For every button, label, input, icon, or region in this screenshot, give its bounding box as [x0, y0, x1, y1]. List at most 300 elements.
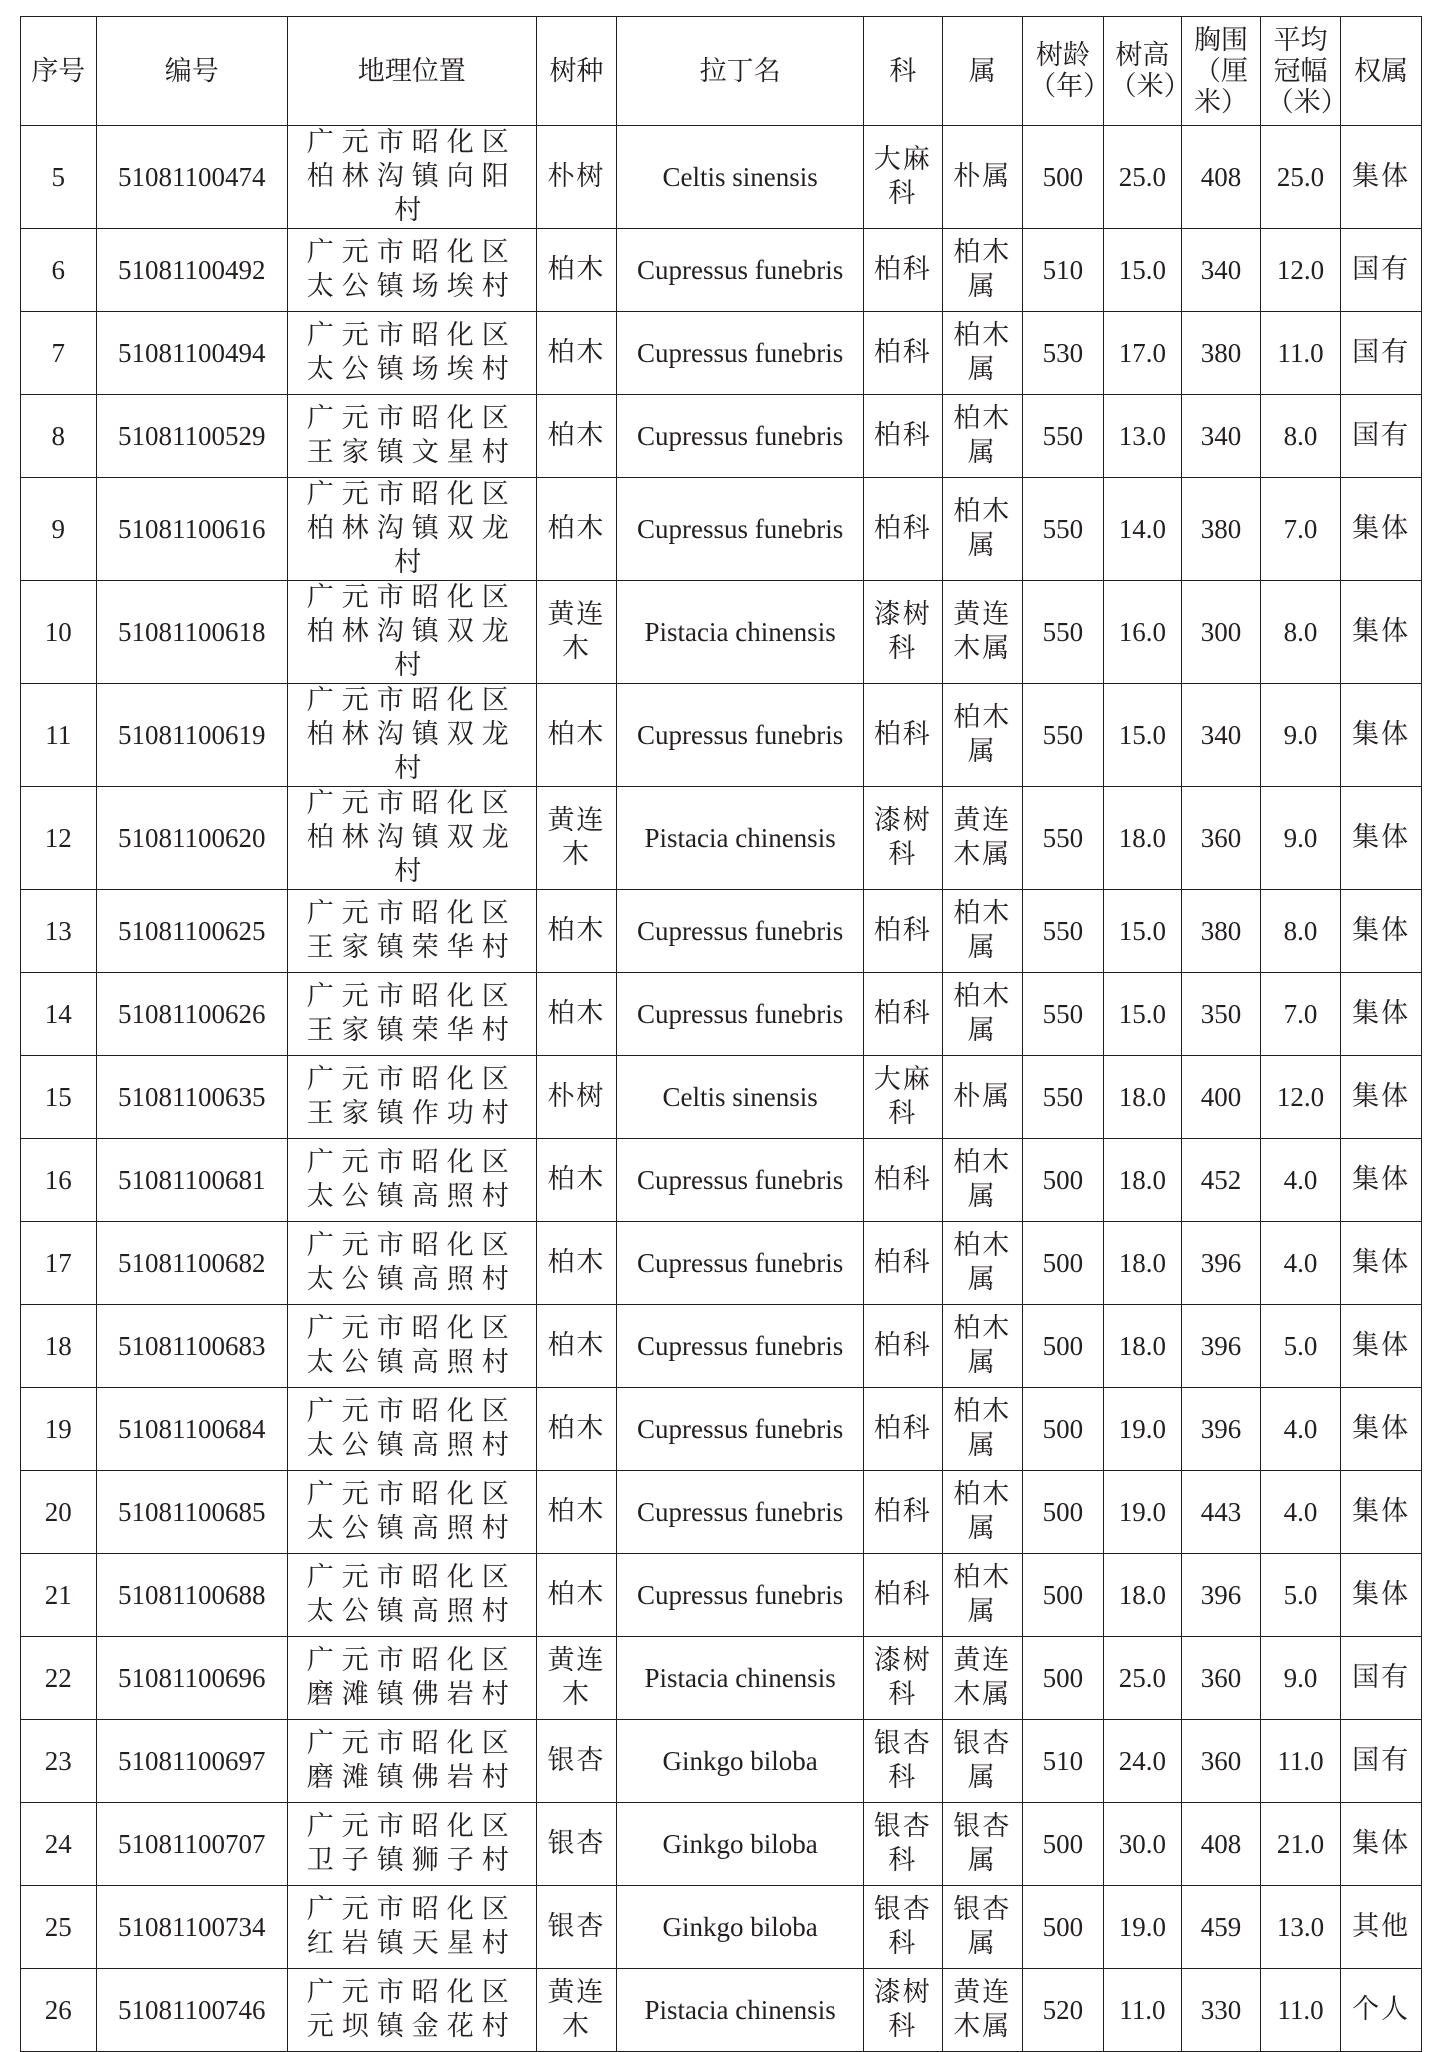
cell-latin: Cupressus funebris — [617, 1554, 864, 1637]
cell-species: 黄连木 — [536, 1969, 617, 2052]
cell-height: 15.0 — [1103, 890, 1182, 973]
cell-location: 广元市昭化区磨滩镇佛岩村 — [287, 1637, 536, 1720]
cell-species: 黄连木 — [536, 787, 617, 890]
cell-seq: 12 — [21, 787, 97, 890]
cell-seq: 16 — [21, 1139, 97, 1222]
cell-location: 广元市昭化区柏林沟镇双龙村 — [287, 787, 536, 890]
cell-height: 17.0 — [1103, 312, 1182, 395]
cell-girth: 330 — [1182, 1969, 1261, 2052]
cell-genus: 柏木属 — [942, 478, 1023, 581]
cell-ownership: 集体 — [1341, 684, 1422, 787]
cell-location: 广元市昭化区王家镇荣华村 — [287, 890, 536, 973]
table-row — [21, 478, 1422, 581]
cell-crown: 4.0 — [1260, 1139, 1341, 1222]
cell-ownership: 集体 — [1341, 1554, 1422, 1637]
cell-latin: Cupressus funebris — [617, 1139, 864, 1222]
cell-code: 51081100529 — [96, 395, 287, 478]
cell-height: 25.0 — [1103, 1637, 1182, 1720]
cell-girth: 380 — [1182, 478, 1261, 581]
cell-species: 柏木 — [536, 478, 617, 581]
cell-height: 19.0 — [1103, 1388, 1182, 1471]
table-row — [21, 890, 1422, 973]
cell-location: 广元市昭化区柏林沟镇双龙村 — [287, 478, 536, 581]
cell-height: 18.0 — [1103, 1056, 1182, 1139]
cell-crown: 13.0 — [1260, 1886, 1341, 1969]
cell-seq: 5 — [21, 126, 97, 229]
cell-girth: 360 — [1182, 787, 1261, 890]
cell-latin: Ginkgo biloba — [617, 1720, 864, 1803]
cell-code: 51081100683 — [96, 1305, 287, 1388]
cell-genus: 黄连木属 — [942, 1969, 1023, 2052]
cell-family: 柏科 — [863, 1471, 942, 1554]
cell-height: 25.0 — [1103, 126, 1182, 229]
cell-genus: 黄连木属 — [942, 1637, 1023, 1720]
cell-genus: 柏木属 — [942, 1222, 1023, 1305]
cell-species: 朴树 — [536, 126, 617, 229]
cell-family: 银杏科 — [863, 1886, 942, 1969]
table-header-row — [21, 17, 1422, 126]
cell-location: 广元市昭化区王家镇荣华村 — [287, 973, 536, 1056]
table-row — [21, 1056, 1422, 1139]
cell-ownership: 集体 — [1341, 973, 1422, 1056]
cell-ownership: 集体 — [1341, 126, 1422, 229]
cell-seq: 19 — [21, 1388, 97, 1471]
cell-age: 500 — [1023, 1637, 1104, 1720]
cell-ownership: 集体 — [1341, 1388, 1422, 1471]
cell-seq: 11 — [21, 684, 97, 787]
cell-code: 51081100707 — [96, 1803, 287, 1886]
cell-girth: 380 — [1182, 312, 1261, 395]
cell-latin: Ginkgo biloba — [617, 1886, 864, 1969]
cell-crown: 9.0 — [1260, 684, 1341, 787]
cell-age: 550 — [1023, 581, 1104, 684]
cell-crown: 11.0 — [1260, 312, 1341, 395]
cell-genus: 柏木属 — [942, 229, 1023, 312]
cell-ownership: 集体 — [1341, 478, 1422, 581]
cell-seq: 15 — [21, 1056, 97, 1139]
cell-genus: 柏木属 — [942, 684, 1023, 787]
cell-family: 柏科 — [863, 1139, 942, 1222]
cell-genus: 柏木属 — [942, 1554, 1023, 1637]
cell-family: 柏科 — [863, 478, 942, 581]
header-family: 科 — [863, 17, 942, 126]
cell-height: 30.0 — [1103, 1803, 1182, 1886]
cell-ownership: 集体 — [1341, 581, 1422, 684]
cell-code: 51081100681 — [96, 1139, 287, 1222]
cell-genus: 银杏属 — [942, 1720, 1023, 1803]
header-genus: 属 — [942, 17, 1023, 126]
cell-seq: 7 — [21, 312, 97, 395]
cell-location: 广元市昭化区太公镇高照村 — [287, 1471, 536, 1554]
cell-code: 51081100494 — [96, 312, 287, 395]
cell-seq: 21 — [21, 1554, 97, 1637]
cell-height: 19.0 — [1103, 1886, 1182, 1969]
table-row — [21, 1720, 1422, 1803]
cell-height: 19.0 — [1103, 1471, 1182, 1554]
cell-family: 大麻科 — [863, 1056, 942, 1139]
cell-girth: 340 — [1182, 395, 1261, 478]
header-ownership: 权属 — [1341, 17, 1422, 126]
cell-height: 16.0 — [1103, 581, 1182, 684]
cell-code: 51081100746 — [96, 1969, 287, 2052]
cell-girth: 396 — [1182, 1554, 1261, 1637]
cell-family: 银杏科 — [863, 1720, 942, 1803]
table-row — [21, 1139, 1422, 1222]
cell-latin: Cupressus funebris — [617, 1222, 864, 1305]
cell-species: 柏木 — [536, 1139, 617, 1222]
cell-ownership: 国有 — [1341, 395, 1422, 478]
cell-latin: Ginkgo biloba — [617, 1803, 864, 1886]
header-height: 树高（米） — [1103, 17, 1182, 126]
cell-location: 广元市昭化区太公镇高照村 — [287, 1139, 536, 1222]
cell-ownership: 国有 — [1341, 1637, 1422, 1720]
cell-crown: 9.0 — [1260, 787, 1341, 890]
cell-code: 51081100626 — [96, 973, 287, 1056]
cell-latin: Pistacia chinensis — [617, 581, 864, 684]
cell-age: 500 — [1023, 1471, 1104, 1554]
cell-age: 510 — [1023, 229, 1104, 312]
cell-crown: 5.0 — [1260, 1554, 1341, 1637]
table-row — [21, 1471, 1422, 1554]
header-species: 树种 — [536, 17, 617, 126]
cell-crown: 4.0 — [1260, 1388, 1341, 1471]
cell-species: 柏木 — [536, 1305, 617, 1388]
cell-seq: 26 — [21, 1969, 97, 2052]
cell-family: 柏科 — [863, 395, 942, 478]
cell-crown: 25.0 — [1260, 126, 1341, 229]
cell-location: 广元市昭化区太公镇场埃村 — [287, 312, 536, 395]
cell-crown: 12.0 — [1260, 1056, 1341, 1139]
cell-location: 广元市昭化区太公镇高照村 — [287, 1305, 536, 1388]
cell-age: 500 — [1023, 1554, 1104, 1637]
cell-crown: 7.0 — [1260, 973, 1341, 1056]
cell-latin: Pistacia chinensis — [617, 1637, 864, 1720]
cell-location: 广元市昭化区柏林沟镇双龙村 — [287, 684, 536, 787]
cell-latin: Cupressus funebris — [617, 312, 864, 395]
table-row — [21, 684, 1422, 787]
cell-crown: 4.0 — [1260, 1471, 1341, 1554]
cell-age: 550 — [1023, 395, 1104, 478]
cell-location: 广元市昭化区柏林沟镇向阳村 — [287, 126, 536, 229]
cell-ownership: 集体 — [1341, 1305, 1422, 1388]
cell-location: 广元市昭化区太公镇高照村 — [287, 1222, 536, 1305]
cell-species: 银杏 — [536, 1803, 617, 1886]
cell-family: 漆树科 — [863, 1637, 942, 1720]
cell-girth: 396 — [1182, 1222, 1261, 1305]
cell-code: 51081100616 — [96, 478, 287, 581]
cell-genus: 柏木属 — [942, 1471, 1023, 1554]
cell-age: 550 — [1023, 890, 1104, 973]
cell-code: 51081100696 — [96, 1637, 287, 1720]
cell-ownership: 集体 — [1341, 1471, 1422, 1554]
cell-age: 500 — [1023, 1803, 1104, 1886]
cell-species: 柏木 — [536, 973, 617, 1056]
cell-genus: 朴属 — [942, 126, 1023, 229]
header-girth: 胸围（厘米） — [1182, 17, 1261, 126]
cell-ownership: 集体 — [1341, 1139, 1422, 1222]
cell-latin: Cupressus funebris — [617, 1471, 864, 1554]
cell-ownership: 国有 — [1341, 1720, 1422, 1803]
cell-age: 520 — [1023, 1969, 1104, 2052]
cell-height: 24.0 — [1103, 1720, 1182, 1803]
table-row — [21, 1886, 1422, 1969]
cell-genus: 柏木属 — [942, 1139, 1023, 1222]
cell-height: 18.0 — [1103, 1139, 1182, 1222]
cell-ownership: 国有 — [1341, 229, 1422, 312]
cell-location: 广元市昭化区太公镇高照村 — [287, 1388, 536, 1471]
table-row — [21, 787, 1422, 890]
cell-code: 51081100619 — [96, 684, 287, 787]
cell-crown: 8.0 — [1260, 581, 1341, 684]
cell-age: 500 — [1023, 1139, 1104, 1222]
cell-latin: Cupressus funebris — [617, 395, 864, 478]
cell-family: 柏科 — [863, 890, 942, 973]
cell-age: 550 — [1023, 787, 1104, 890]
cell-latin: Pistacia chinensis — [617, 787, 864, 890]
cell-height: 18.0 — [1103, 1222, 1182, 1305]
cell-genus: 黄连木属 — [942, 581, 1023, 684]
cell-age: 500 — [1023, 1222, 1104, 1305]
cell-latin: Celtis sinensis — [617, 126, 864, 229]
cell-species: 柏木 — [536, 229, 617, 312]
cell-genus: 银杏属 — [942, 1886, 1023, 1969]
cell-species: 柏木 — [536, 890, 617, 973]
cell-height: 18.0 — [1103, 787, 1182, 890]
cell-location: 广元市昭化区柏林沟镇双龙村 — [287, 581, 536, 684]
header-location: 地理位置 — [287, 17, 536, 126]
cell-age: 550 — [1023, 1056, 1104, 1139]
cell-seq: 23 — [21, 1720, 97, 1803]
cell-girth: 452 — [1182, 1139, 1261, 1222]
cell-seq: 14 — [21, 973, 97, 1056]
cell-crown: 21.0 — [1260, 1803, 1341, 1886]
cell-ownership: 集体 — [1341, 1222, 1422, 1305]
cell-location: 广元市昭化区王家镇文星村 — [287, 395, 536, 478]
cell-code: 51081100618 — [96, 581, 287, 684]
cell-family: 柏科 — [863, 312, 942, 395]
cell-crown: 8.0 — [1260, 395, 1341, 478]
cell-genus: 柏木属 — [942, 395, 1023, 478]
table-row — [21, 229, 1422, 312]
cell-location: 广元市昭化区太公镇高照村 — [287, 1554, 536, 1637]
cell-latin: Cupressus funebris — [617, 229, 864, 312]
table-row — [21, 581, 1422, 684]
header-latin: 拉丁名 — [617, 17, 864, 126]
cell-crown: 12.0 — [1260, 229, 1341, 312]
cell-species: 柏木 — [536, 395, 617, 478]
cell-ownership: 集体 — [1341, 1803, 1422, 1886]
table-row — [21, 126, 1422, 229]
cell-age: 510 — [1023, 1720, 1104, 1803]
cell-family: 柏科 — [863, 1305, 942, 1388]
cell-seq: 13 — [21, 890, 97, 973]
cell-age: 500 — [1023, 126, 1104, 229]
cell-code: 51081100635 — [96, 1056, 287, 1139]
cell-age: 530 — [1023, 312, 1104, 395]
table-row — [21, 1388, 1422, 1471]
cell-girth: 396 — [1182, 1305, 1261, 1388]
cell-girth: 380 — [1182, 890, 1261, 973]
cell-seq: 6 — [21, 229, 97, 312]
cell-latin: Cupressus funebris — [617, 1305, 864, 1388]
cell-species: 柏木 — [536, 1222, 617, 1305]
cell-code: 51081100697 — [96, 1720, 287, 1803]
cell-code: 51081100684 — [96, 1388, 287, 1471]
cell-location: 广元市昭化区卫子镇狮子村 — [287, 1803, 536, 1886]
cell-latin: Pistacia chinensis — [617, 1969, 864, 2052]
cell-location: 广元市昭化区太公镇场埃村 — [287, 229, 536, 312]
cell-seq: 8 — [21, 395, 97, 478]
cell-code: 51081100685 — [96, 1471, 287, 1554]
cell-location: 广元市昭化区红岩镇天星村 — [287, 1886, 536, 1969]
cell-latin: Cupressus funebris — [617, 478, 864, 581]
cell-height: 14.0 — [1103, 478, 1182, 581]
cell-girth: 340 — [1182, 684, 1261, 787]
table-row — [21, 1554, 1422, 1637]
cell-family: 大麻科 — [863, 126, 942, 229]
table-row — [21, 312, 1422, 395]
cell-seq: 22 — [21, 1637, 97, 1720]
cell-genus: 柏木属 — [942, 890, 1023, 973]
table-row — [21, 1803, 1422, 1886]
cell-height: 15.0 — [1103, 229, 1182, 312]
cell-family: 银杏科 — [863, 1803, 942, 1886]
cell-latin: Cupressus funebris — [617, 684, 864, 787]
table-row — [21, 1969, 1422, 2052]
cell-family: 漆树科 — [863, 787, 942, 890]
cell-latin: Cupressus funebris — [617, 890, 864, 973]
cell-ownership: 集体 — [1341, 890, 1422, 973]
cell-girth: 350 — [1182, 973, 1261, 1056]
cell-ownership: 个人 — [1341, 1969, 1422, 2052]
cell-code: 51081100734 — [96, 1886, 287, 1969]
table-row — [21, 973, 1422, 1056]
cell-species: 柏木 — [536, 1471, 617, 1554]
cell-seq: 18 — [21, 1305, 97, 1388]
cell-species: 黄连木 — [536, 581, 617, 684]
table-row — [21, 1305, 1422, 1388]
cell-seq: 9 — [21, 478, 97, 581]
cell-latin: Cupressus funebris — [617, 973, 864, 1056]
cell-girth: 408 — [1182, 1803, 1261, 1886]
cell-ownership: 集体 — [1341, 787, 1422, 890]
cell-code: 51081100492 — [96, 229, 287, 312]
cell-girth: 443 — [1182, 1471, 1261, 1554]
table-body — [21, 126, 1422, 2052]
cell-age: 550 — [1023, 478, 1104, 581]
cell-species: 柏木 — [536, 684, 617, 787]
cell-genus: 柏木属 — [942, 1388, 1023, 1471]
cell-code: 51081100625 — [96, 890, 287, 973]
cell-location: 广元市昭化区元坝镇金花村 — [287, 1969, 536, 2052]
table-row — [21, 1637, 1422, 1720]
cell-crown: 7.0 — [1260, 478, 1341, 581]
cell-seq: 10 — [21, 581, 97, 684]
cell-family: 柏科 — [863, 1222, 942, 1305]
header-crown: 平均冠幅（米） — [1260, 17, 1341, 126]
cell-code: 51081100682 — [96, 1222, 287, 1305]
cell-genus: 朴属 — [942, 1056, 1023, 1139]
cell-genus: 柏木属 — [942, 973, 1023, 1056]
cell-height: 18.0 — [1103, 1305, 1182, 1388]
cell-location: 广元市昭化区王家镇作功村 — [287, 1056, 536, 1139]
header-code: 编号 — [96, 17, 287, 126]
cell-code: 51081100688 — [96, 1554, 287, 1637]
cell-age: 550 — [1023, 973, 1104, 1056]
cell-family: 柏科 — [863, 684, 942, 787]
cell-girth: 408 — [1182, 126, 1261, 229]
cell-height: 15.0 — [1103, 973, 1182, 1056]
header-seq: 序号 — [21, 17, 97, 126]
cell-ownership: 集体 — [1341, 1056, 1422, 1139]
cell-ownership: 国有 — [1341, 312, 1422, 395]
cell-crown: 4.0 — [1260, 1222, 1341, 1305]
cell-seq: 20 — [21, 1471, 97, 1554]
cell-girth: 459 — [1182, 1886, 1261, 1969]
cell-species: 黄连木 — [536, 1637, 617, 1720]
cell-genus: 黄连木属 — [942, 787, 1023, 890]
cell-genus: 银杏属 — [942, 1803, 1023, 1886]
table-row — [21, 1222, 1422, 1305]
cell-girth: 360 — [1182, 1637, 1261, 1720]
cell-seq: 24 — [21, 1803, 97, 1886]
cell-genus: 柏木属 — [942, 1305, 1023, 1388]
cell-latin: Celtis sinensis — [617, 1056, 864, 1139]
cell-crown: 11.0 — [1260, 1720, 1341, 1803]
cell-crown: 11.0 — [1260, 1969, 1341, 2052]
cell-crown: 5.0 — [1260, 1305, 1341, 1388]
cell-species: 银杏 — [536, 1886, 617, 1969]
cell-family: 柏科 — [863, 1554, 942, 1637]
cell-age: 500 — [1023, 1388, 1104, 1471]
cell-girth: 400 — [1182, 1056, 1261, 1139]
cell-species: 柏木 — [536, 1388, 617, 1471]
cell-location: 广元市昭化区磨滩镇佛岩村 — [287, 1720, 536, 1803]
cell-genus: 柏木属 — [942, 312, 1023, 395]
cell-seq: 17 — [21, 1222, 97, 1305]
cell-species: 柏木 — [536, 312, 617, 395]
cell-height: 13.0 — [1103, 395, 1182, 478]
cell-crown: 8.0 — [1260, 890, 1341, 973]
cell-age: 500 — [1023, 1886, 1104, 1969]
cell-height: 15.0 — [1103, 684, 1182, 787]
cell-family: 漆树科 — [863, 581, 942, 684]
header-age: 树龄（年） — [1023, 17, 1104, 126]
cell-crown: 9.0 — [1260, 1637, 1341, 1720]
cell-height: 18.0 — [1103, 1554, 1182, 1637]
cell-latin: Cupressus funebris — [617, 1388, 864, 1471]
cell-age: 550 — [1023, 684, 1104, 787]
cell-family: 柏科 — [863, 1388, 942, 1471]
cell-girth: 360 — [1182, 1720, 1261, 1803]
cell-family: 柏科 — [863, 973, 942, 1056]
cell-family: 柏科 — [863, 229, 942, 312]
cell-age: 500 — [1023, 1305, 1104, 1388]
cell-code: 51081100620 — [96, 787, 287, 890]
cell-seq: 25 — [21, 1886, 97, 1969]
cell-species: 朴树 — [536, 1056, 617, 1139]
table-row — [21, 395, 1422, 478]
cell-height: 11.0 — [1103, 1969, 1182, 2052]
cell-family: 漆树科 — [863, 1969, 942, 2052]
ancient-tree-table — [20, 16, 1422, 2052]
cell-girth: 340 — [1182, 229, 1261, 312]
cell-code: 51081100474 — [96, 126, 287, 229]
cell-species: 银杏 — [536, 1720, 617, 1803]
cell-species: 柏木 — [536, 1554, 617, 1637]
cell-girth: 300 — [1182, 581, 1261, 684]
cell-girth: 396 — [1182, 1388, 1261, 1471]
